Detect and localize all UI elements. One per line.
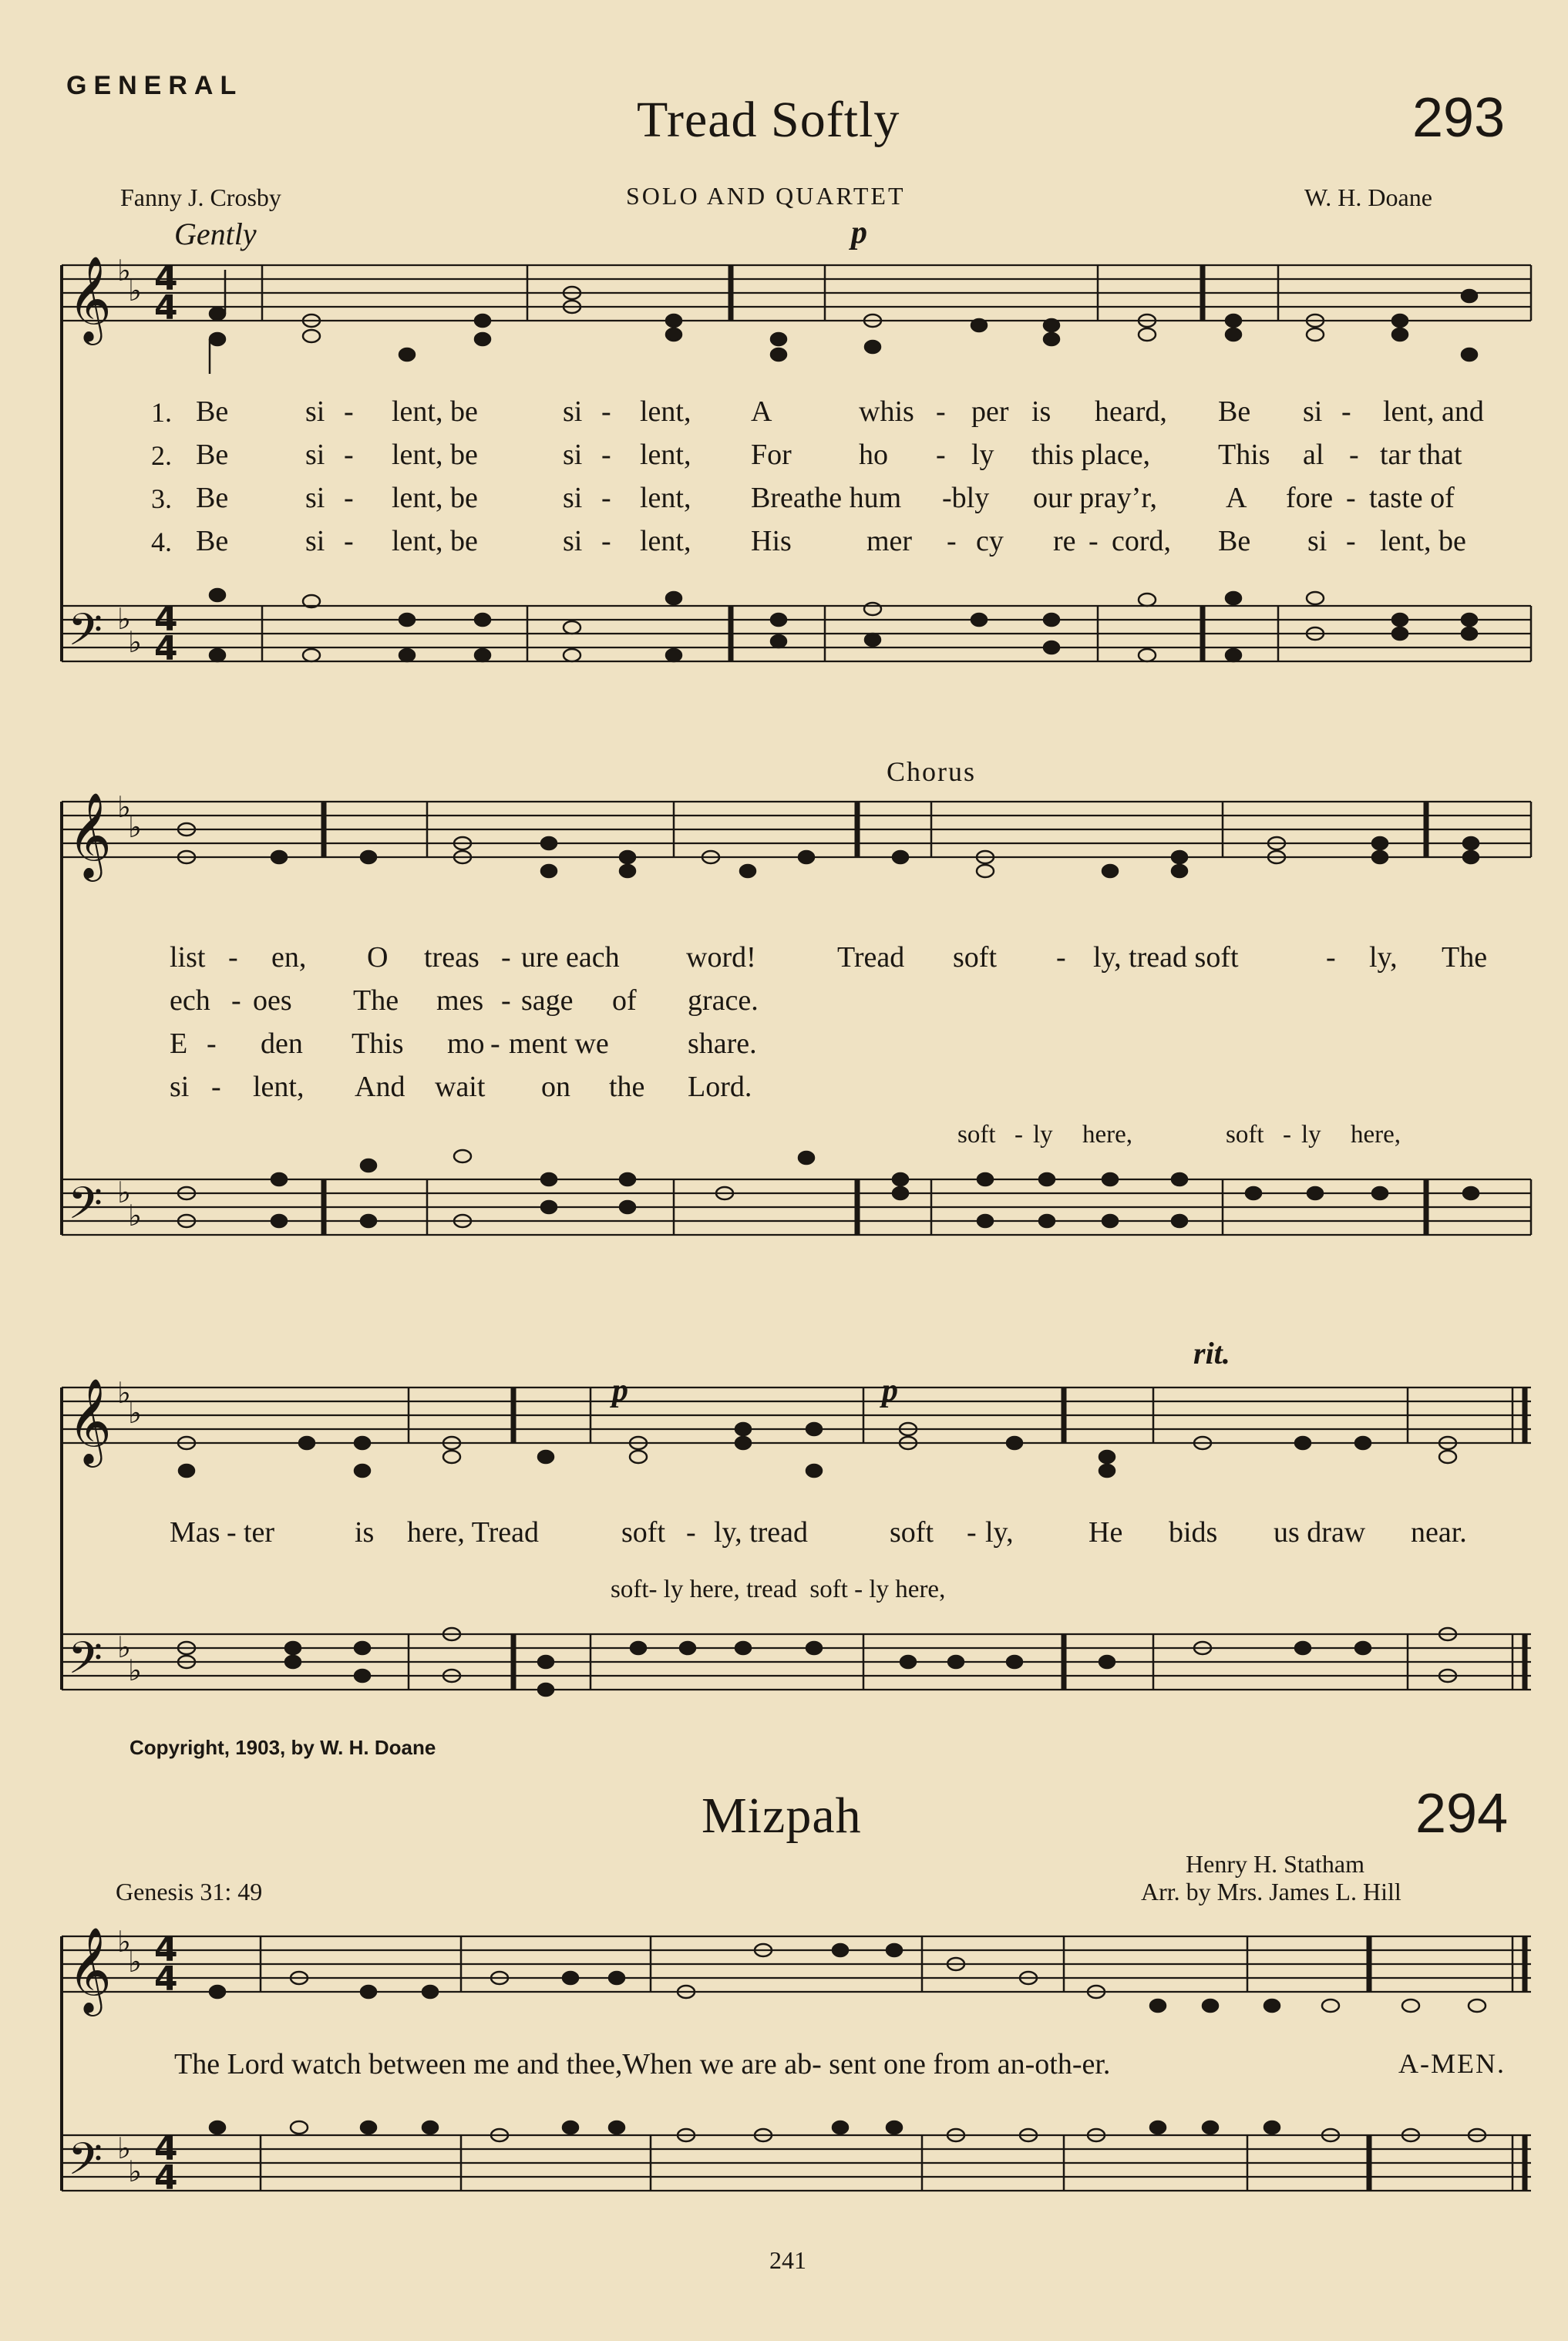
lyric-word: taste of	[1369, 482, 1455, 514]
lyric-word: ly, tread soft	[1093, 941, 1239, 974]
lyric-word: -	[1326, 941, 1336, 974]
lyric-word: lent, be	[392, 482, 478, 514]
lyric-word: the	[609, 1071, 645, 1103]
arranger-credit: Arr. by Mrs. James L. Hill	[1141, 1878, 1401, 1905]
svg-text:♭: ♭	[117, 602, 131, 636]
verse-number: 2.	[151, 440, 172, 471]
lyric-word: heard,	[1095, 395, 1167, 428]
lyric-word: oes	[253, 984, 292, 1017]
mizpah-lyric: The Lord watch between me and thee,When we are ab- sent one from an-oth-er.	[174, 2048, 1111, 2080]
lyric-word: -	[1346, 482, 1356, 514]
svg-text:♭: ♭	[128, 810, 142, 844]
lyric-word: -	[1056, 941, 1066, 974]
lyric-word: is	[355, 1516, 375, 1549]
lyric-word: A	[751, 395, 772, 428]
lyric-word: mes	[436, 984, 484, 1017]
svg-text:4: 4	[154, 1930, 178, 1969]
lyric-word: lent,	[640, 439, 691, 471]
lyric-word: The	[353, 984, 399, 1017]
lyric-word: -	[1283, 1121, 1291, 1149]
svg-text:♭: ♭	[117, 790, 131, 824]
svg-text:♭: ♭	[128, 1396, 142, 1430]
lyric-word: soft	[1226, 1121, 1264, 1149]
lyric-word: This	[352, 1028, 404, 1060]
system1-treble-staff	[62, 265, 1531, 321]
lyric-word: -	[936, 395, 946, 428]
tempo-marking: Gently	[174, 217, 257, 251]
hymn-title-mizpah: Mizpah	[702, 1788, 862, 1844]
svg-text:♭: ♭	[128, 2154, 142, 2188]
bass-clef-icon: 𝄢	[68, 1632, 103, 1695]
lyric-word: sage	[521, 984, 574, 1017]
lyric-word: -	[501, 984, 511, 1017]
lyric-word: word!	[686, 941, 756, 974]
lyric-word: ly	[1033, 1121, 1053, 1149]
lyric-word: -	[947, 525, 957, 557]
chorus-label: Chorus	[887, 756, 977, 787]
system3-bass-staff	[62, 1634, 1531, 1690]
lyric-word: near.	[1411, 1516, 1467, 1549]
lyric-word: -	[686, 1516, 696, 1549]
lyric-word: lent, be	[392, 525, 478, 557]
svg-text:4: 4	[154, 629, 178, 668]
lyric-word: lent, and	[1383, 395, 1484, 428]
svg-text:♭: ♭	[128, 625, 142, 659]
treble-clef-icon: 𝄞	[68, 255, 112, 341]
lyric-word: al	[1303, 439, 1324, 471]
svg-text:♭: ♭	[117, 2131, 131, 2165]
lyric-word: His	[751, 525, 792, 557]
lyric-word: ter	[244, 1516, 275, 1549]
lyric-word: ure each	[521, 941, 620, 974]
lyric-word: E	[170, 1028, 188, 1060]
system3-treble-staff	[62, 1387, 1531, 1443]
lyric-word: -	[228, 941, 238, 974]
amen-label: A-MEN.	[1398, 2048, 1506, 2079]
lyric-word: us draw	[1274, 1516, 1366, 1549]
svg-text:4: 4	[154, 600, 178, 639]
lyric-word: Mas	[170, 1516, 220, 1549]
lyric-word: soft	[890, 1516, 934, 1549]
lyric-word: A	[1226, 482, 1247, 514]
section-label: GENERAL	[66, 71, 244, 100]
svg-text:♭: ♭	[117, 254, 131, 288]
lyric-word: whis	[859, 395, 914, 428]
lyric-word: ech	[170, 984, 210, 1017]
lyric-word: -	[967, 1516, 977, 1549]
lyric-word: -	[1014, 1121, 1023, 1149]
lyric-word: -	[601, 525, 611, 557]
lyric-word: treas	[424, 941, 479, 974]
lyric-word: si	[305, 395, 325, 428]
system4-bass-staff	[62, 2135, 1531, 2191]
svg-text:♭: ♭	[128, 1199, 142, 1233]
lyric-word: Be	[1218, 525, 1251, 557]
lyric-word: share.	[688, 1028, 757, 1060]
bass-words-line-2: soft- ly here, tread soft - ly here,	[611, 1576, 946, 1603]
lyric-word: Be	[196, 525, 229, 557]
lyric-word: here,	[1351, 1121, 1401, 1149]
hymn-number-293: 293	[1412, 87, 1506, 149]
lyric-word: lent,	[640, 482, 691, 514]
ritardando-marking: rit.	[1193, 1336, 1230, 1371]
lyric-word: lent, be	[392, 395, 478, 428]
svg-text:♭: ♭	[128, 1945, 142, 1979]
lyric-word: mer	[866, 525, 913, 557]
lyric-word: en,	[271, 941, 307, 974]
lyric-word: si	[1307, 525, 1327, 557]
scripture-source: Genesis 31: 49	[116, 1878, 263, 1905]
composer-credit: W. H. Doane	[1304, 183, 1432, 211]
lyric-word: -	[501, 941, 511, 974]
lyric-word: den	[261, 1028, 303, 1060]
lyric-word: -bly	[942, 482, 990, 514]
lyric-word: ly, tread	[714, 1516, 809, 1549]
lyric-word: -	[1341, 395, 1351, 428]
lyric-word: -	[601, 439, 611, 471]
lyric-word: this place,	[1031, 439, 1151, 471]
lyric-word: -	[1346, 525, 1356, 557]
svg-text:4: 4	[154, 288, 178, 328]
svg-text:♭: ♭	[128, 1653, 142, 1687]
lyric-word: ment we	[509, 1028, 609, 1060]
verse-number: 4.	[151, 526, 172, 557]
dynamic-piano-1: p	[851, 215, 867, 251]
lyric-word: si	[563, 525, 583, 557]
lyric-word: ly	[971, 439, 994, 471]
bass-clef-icon: 𝄢	[68, 604, 103, 667]
author-credit: Fanny J. Crosby	[120, 183, 281, 211]
lyric-word: Be	[196, 482, 229, 514]
lyric-word: si	[305, 525, 325, 557]
lyric-word: -	[211, 1071, 221, 1103]
lyric-word: lent, be	[1380, 525, 1466, 557]
svg-text:4: 4	[154, 2129, 178, 2168]
lyric-word: -	[601, 482, 611, 514]
lyric-word: Lord.	[688, 1071, 752, 1103]
arrangement-label: SOLO AND QUARTET	[626, 182, 906, 210]
lyric-word: ly	[1301, 1121, 1321, 1149]
lyric-word: lent,	[253, 1071, 305, 1103]
lyric-word: -	[344, 439, 354, 471]
lyric-word: This	[1218, 439, 1270, 471]
lyric-word: si	[563, 439, 583, 471]
lyric-word: list	[170, 941, 206, 974]
lyric-word: cord,	[1112, 525, 1172, 557]
lyric-word: si	[563, 395, 583, 428]
lyric-word: on	[541, 1071, 570, 1103]
verse-number: 3.	[151, 483, 172, 514]
lyric-word: si	[170, 1071, 190, 1103]
lyric-word: si	[1303, 395, 1323, 428]
svg-text:♭: ♭	[117, 1176, 131, 1209]
lyric-word: -	[231, 984, 241, 1017]
lyric-word: tar that	[1380, 439, 1462, 471]
lyric-word: Breathe hum	[751, 482, 902, 514]
lyric-word: ly,	[1369, 941, 1398, 974]
lyric-word: soft	[953, 941, 997, 974]
svg-text:♭: ♭	[117, 1376, 131, 1410]
lyric-word: our pray’r,	[1033, 482, 1157, 514]
lyric-word: And	[355, 1071, 405, 1103]
lyric-word: cy	[976, 525, 1004, 557]
lyric-word: -	[601, 395, 611, 428]
lyric-word: -	[1089, 525, 1099, 557]
page-number: 241	[769, 2246, 806, 2274]
lyric-word: Tread	[837, 941, 905, 974]
lyric-word: Be	[196, 395, 229, 428]
system4-treble-staff	[62, 1936, 1531, 1992]
lyric-word: si	[305, 482, 325, 514]
lyric-word: lent,	[640, 395, 691, 428]
lyric-word: fore	[1286, 482, 1334, 514]
lyric-word: For	[751, 439, 792, 471]
system2-treble-staff	[62, 802, 1531, 857]
lyric-word: si	[305, 439, 325, 471]
lyric-word: here, Tread	[407, 1516, 539, 1549]
copyright-notice: Copyright, 1903, by W. H. Doane	[130, 1736, 436, 1759]
lyric-word: wait	[435, 1071, 486, 1103]
lyric-word: Be	[1218, 395, 1251, 428]
svg-text:4: 4	[154, 2158, 178, 2198]
treble-clef-icon: 𝄞	[68, 1377, 112, 1464]
dynamic-piano-2: p	[612, 1373, 628, 1408]
lyric-word: si	[563, 482, 583, 514]
lyric-word: ly,	[985, 1516, 1014, 1549]
svg-text:4: 4	[154, 1959, 178, 1999]
lyric-word: ho	[859, 439, 888, 471]
composer-credit-mizpah: Henry H. Statham	[1186, 1850, 1364, 1878]
lyric-word: grace.	[688, 984, 759, 1017]
treble-clef-icon: 𝄞	[68, 1926, 112, 2013]
lyric-word: per	[971, 395, 1009, 428]
lyric-word: soft	[957, 1121, 996, 1149]
lyric-word: of	[612, 984, 637, 1017]
lyric-word: -	[207, 1028, 217, 1060]
lyric-word: -	[344, 482, 354, 514]
lyric-word: -	[490, 1028, 500, 1060]
lyric-word: lent, be	[392, 439, 478, 471]
bass-clef-icon: 𝄢	[68, 2133, 103, 2196]
svg-text:♭: ♭	[117, 1630, 131, 1664]
lyric-word: Be	[196, 439, 229, 471]
lyric-word: re	[1053, 525, 1076, 557]
svg-text:4: 4	[154, 259, 178, 298]
lyric-word: O	[367, 941, 389, 974]
lyric-word: bids	[1169, 1516, 1218, 1549]
lyric-word: The	[1442, 941, 1488, 974]
verse-number: 1.	[151, 397, 172, 428]
lyric-word: -	[344, 525, 354, 557]
svg-text:♭: ♭	[117, 1925, 131, 1959]
lyric-word: He	[1089, 1516, 1123, 1549]
lyric-word: lent,	[640, 525, 691, 557]
lyric-word: -	[936, 439, 946, 471]
lyric-word: here,	[1082, 1121, 1133, 1149]
svg-text:♭: ♭	[128, 274, 142, 308]
dynamic-piano-3: p	[882, 1373, 898, 1408]
lyric-word: -	[344, 395, 354, 428]
system1-bass-staff	[62, 606, 1531, 661]
hymn-number-294: 294	[1415, 1783, 1509, 1845]
lyric-word: soft	[621, 1516, 665, 1549]
treble-clef-icon: 𝄞	[68, 792, 112, 878]
lyric-word: -	[1349, 439, 1359, 471]
lyric-word: is	[1031, 395, 1052, 428]
hymn-title-tread-softly: Tread Softly	[637, 92, 900, 148]
lyric-word: -	[227, 1516, 237, 1549]
lyric-word: mo	[447, 1028, 485, 1060]
bass-clef-icon: 𝄢	[68, 1177, 103, 1240]
